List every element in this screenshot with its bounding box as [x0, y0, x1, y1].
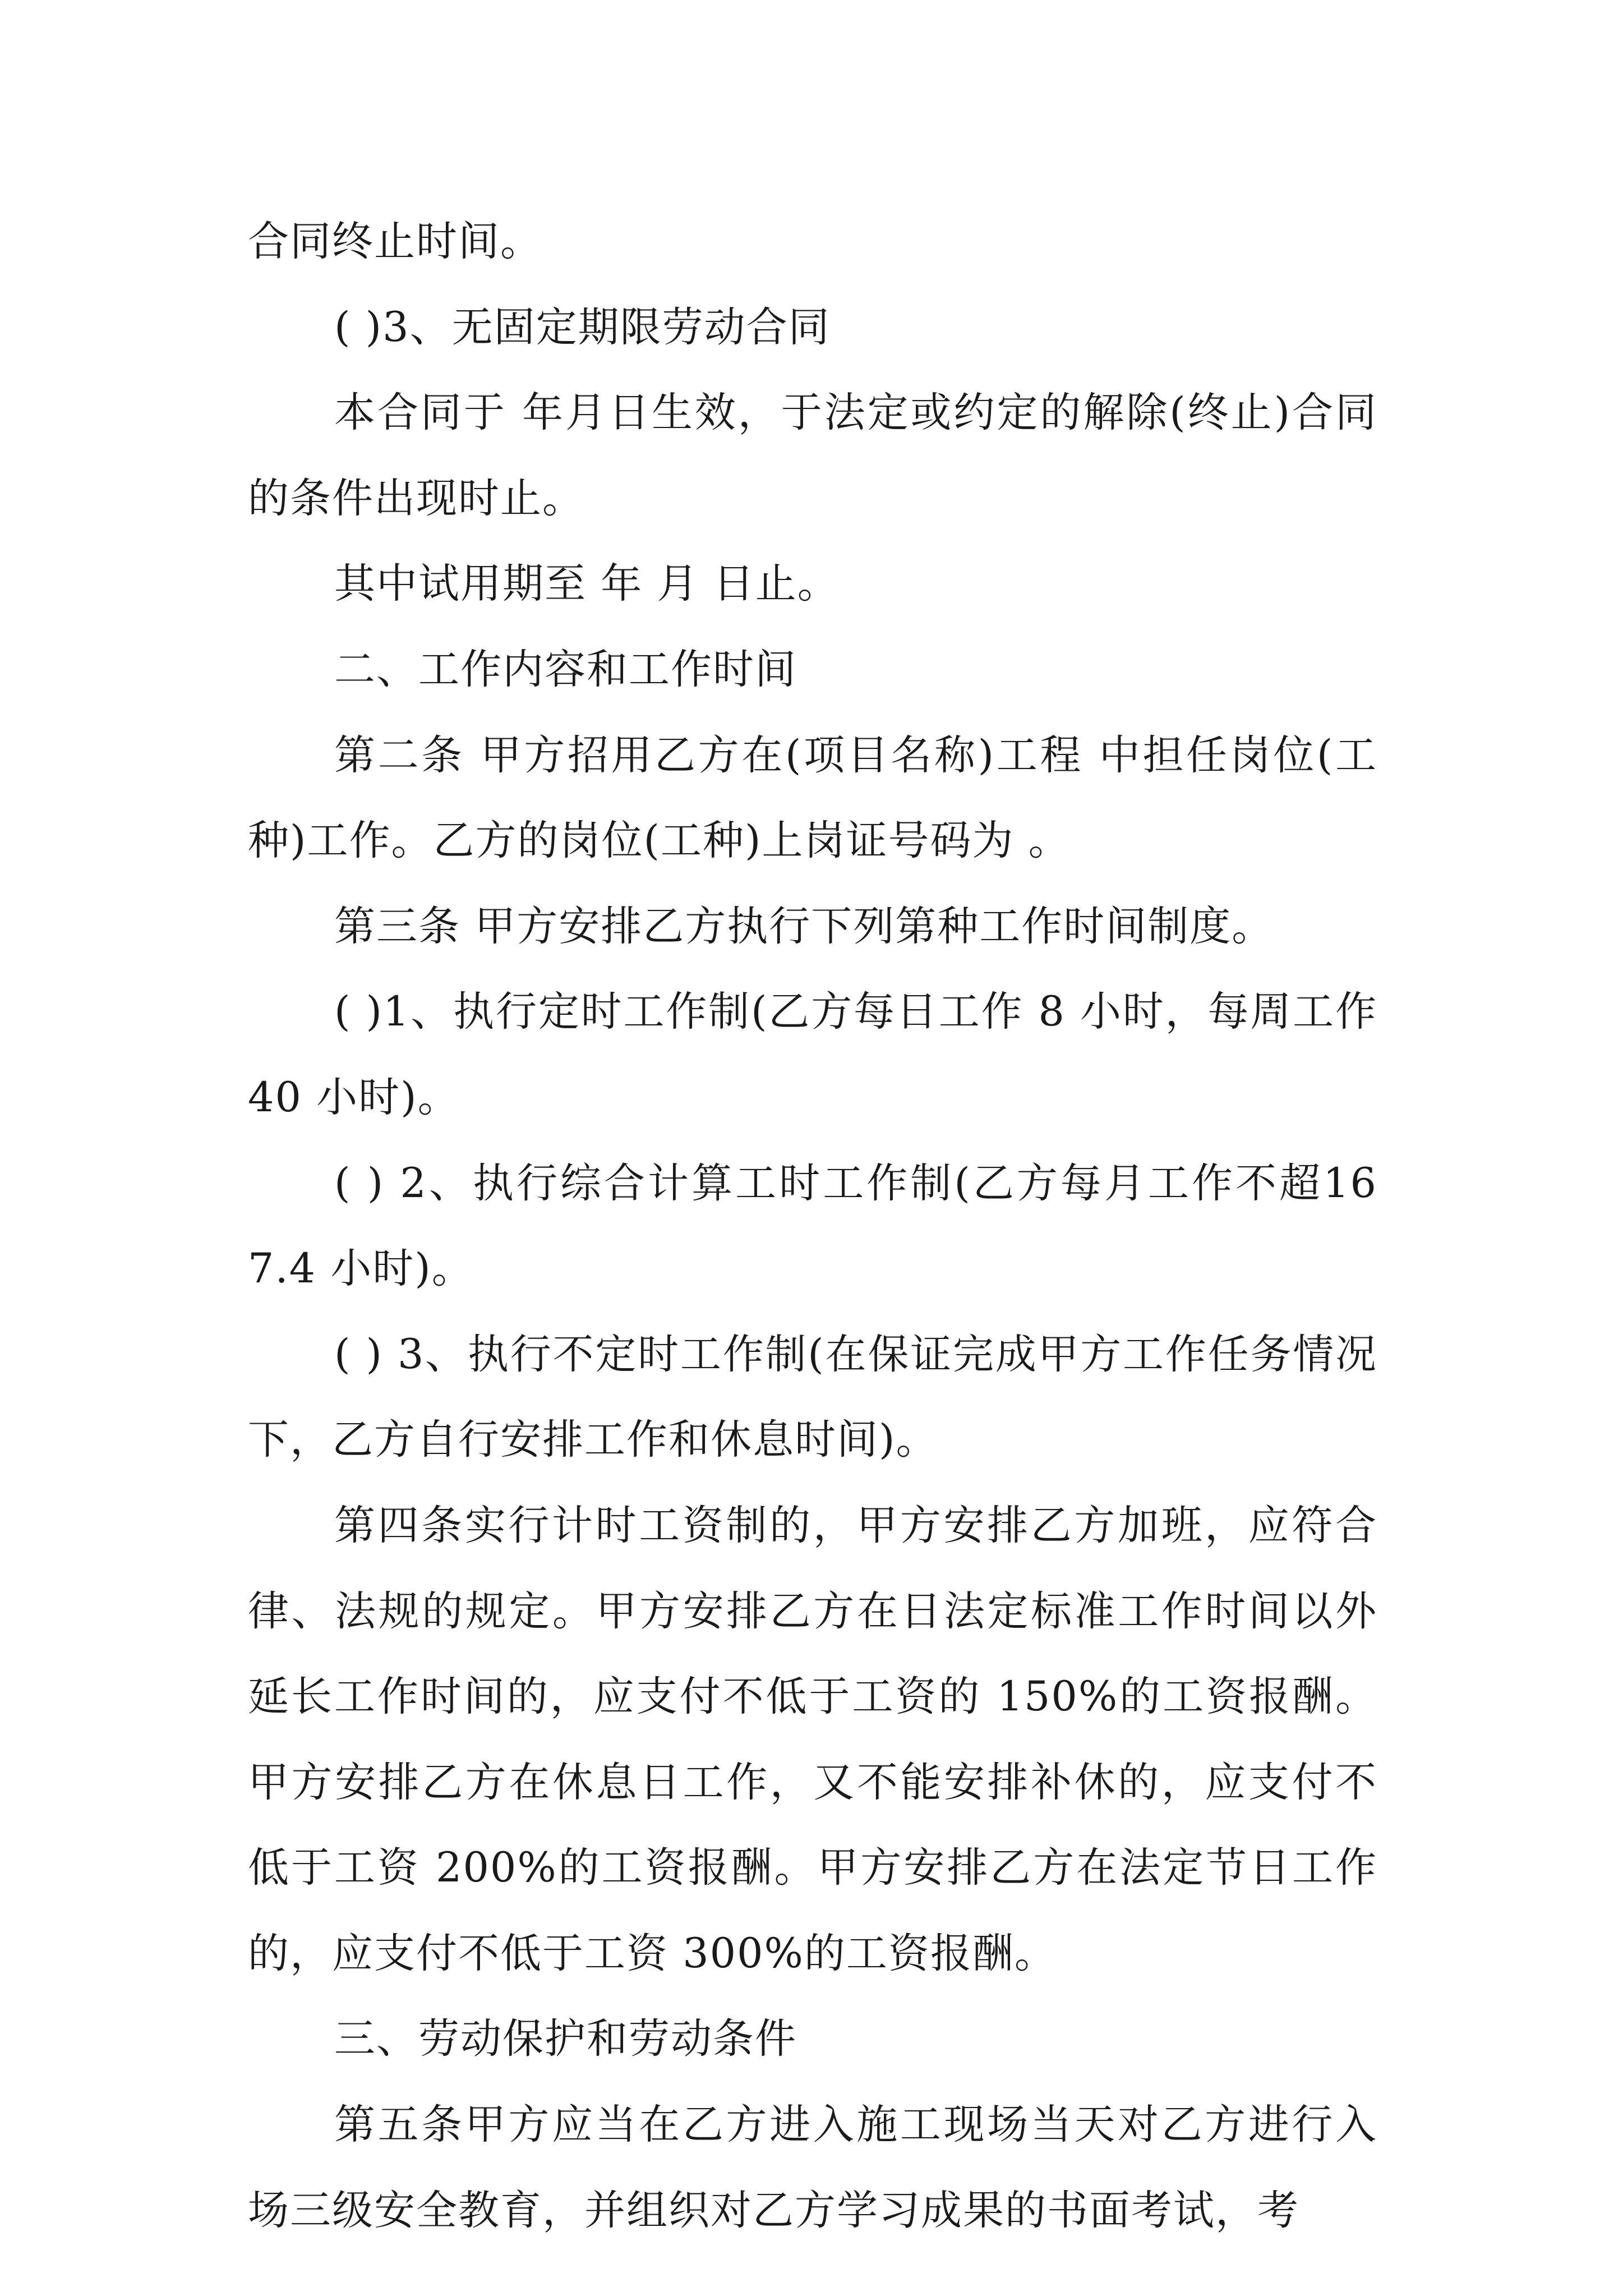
contract-text-body — [248, 199, 1377, 2253]
option-comprehensive-hours: ( ) 2、执行综合计算工时工作制(乙方每月工作不超167.4 小时)。 — [248, 1159, 1377, 1293]
paragraph-probation-period: 其中试用期至 年 月 日止。 — [334, 560, 840, 608]
section-heading-work-content: 二、工作内容和工作时间 — [334, 645, 797, 693]
article-three: 第三条 甲方安排乙方执行下列第种工作时间制度。 — [334, 902, 1274, 950]
article-five: 第五条甲方应当在乙方进入施工现场当天对乙方进行入场三级安全教育，并组织对乙方学习成果的书面考试，考 — [248, 2101, 1377, 2234]
article-two: 第二条 甲方招用乙方在(项目名称)工程 中担任岗位(工种)工作。乙方的岗位(工种)上岗证号码为 。 — [248, 731, 1377, 865]
option-fixed-hours: ( )1、执行定时工作制(乙方每日工作 8 小时，每周工作 40 小时)。 — [248, 988, 1377, 1121]
section-heading-labor-protection: 三、劳动保护和劳动条件 — [334, 2015, 797, 2063]
paragraph-open-ended-contract: ( )3、无固定期限劳动合同 — [334, 303, 831, 351]
article-four: 第四条实行计时工资制的，甲方安排乙方加班，应符合律、法规的规定。甲方安排乙方在日法定标准工作时间以外延长工作时间的，应支付不低于工资的 150%的工资报酬。甲方安排乙方在休息日工作，又不能安排补休的，应支付不低于工资 200%的工资报酬。甲方安排乙方在法定节日工作的，应支付不低于工资 300%的工资报酬。 — [248, 1501, 1377, 1977]
paragraph-effective-date: 本合同于 年月日生效，于法定或约定的解除(终止)合同的条件出现时止。 — [248, 389, 1377, 522]
paragraph-contract-end-time: 合同终止时间。 — [248, 218, 542, 265]
option-flexible-hours: ( ) 3、执行不定时工作制(在保证完成甲方工作任务情况下，乙方自行安排工作和休息时间)。 — [248, 1330, 1377, 1464]
